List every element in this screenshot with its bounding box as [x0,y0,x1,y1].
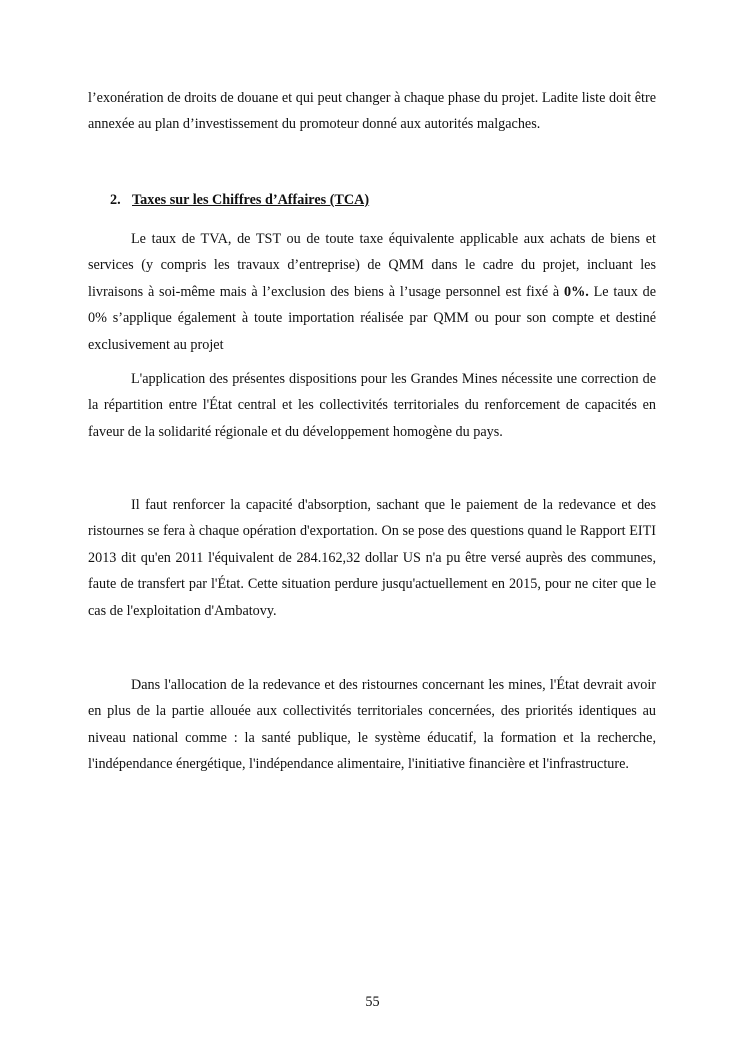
allocation-paragraph: Dans l'allocation de la redevance et des ristournes concernant les mines, l'État devrait avoir en plus de la partie allouée aux collectivités territoriales concernées, des priorités identiques au niveau national comme : la santé publique, le système éducatif, la formation et la recherche, l'indépendance énergétique, l'indépendance alimentaire, l'initiative financière et l'infrastructure. [88,677,656,773]
tca-paragraph [88,226,656,358]
application-paragraph: L'application des présentes dispositions pour les Grandes Mines nécessite une correction de la répartition entre l'État central et les collectivités territoriales du renforcement de capacités en faveur de la solidarité régionale et du développement homogène du pays. [88,371,656,440]
tca-text-before: Le taux de TVA, de TST ou de toute taxe équivalente applicable aux achats de biens et services (y compris les travaux d’entreprise) de QMM dans le cadre du projet, incluant les livraisons à soi-même mais à l’exclusion des biens à l’usage personnel est fixé à [88,231,656,300]
section-number: 2. [110,192,121,208]
page-number: 55 [365,994,380,1010]
absorption-paragraph: Il faut renforcer la capacité d'absorption, sachant que le paiement de la redevance et des ristournes se fera à chaque opération d'exportation. On se pose des questions quand le Rapport EITI 2013 dit qu'en 2011 l'équivalent de 284.162,32 dollar US n'a pu être versé auprès des communes, faute de transfert par l'État. Cette situation perdure jusqu'actuellement en 2015, pour ne citer que le cas de l'exploitation d'Ambatovy. [88,497,656,619]
intro-paragraph: l’exonération de droits de douane et qui peut changer à chaque phase du projet. Ladite liste doit être annexée au plan d’investissement du promoteur donné aux autorités malgaches. [88,90,656,133]
section-heading [110,190,369,210]
tca-text-after: Le taux de 0% s’applique également à toute importation réalisée par QMM ou pour son compte et destiné exclusivement au projet [88,283,656,353]
section-title: Taxes sur les Chiffres d’Affaires (TCA) [132,192,370,208]
tca-rate: 0%. [564,283,589,300]
